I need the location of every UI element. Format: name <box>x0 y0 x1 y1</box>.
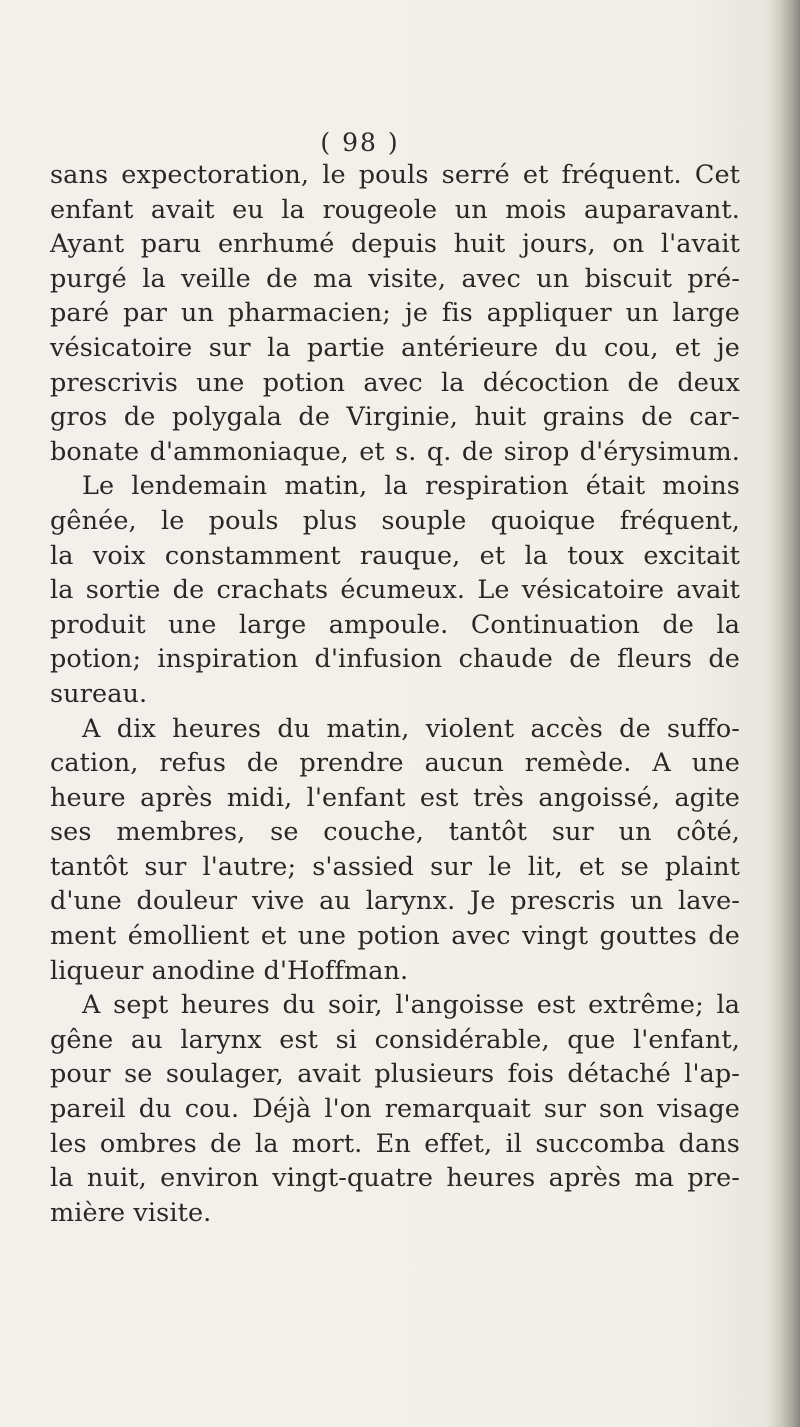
text-line: d'une douleur vive au larynx. Je prescris un lave- <box>50 886 740 917</box>
text-line: produit une large ampoule. Continuation de la <box>50 609 740 640</box>
text-line: bonate d'ammoniaque, et s. q. de sirop d'érysimum. <box>50 436 740 467</box>
text-line: mière visite. <box>50 1197 212 1228</box>
text-line: sureau. <box>50 678 148 709</box>
text-line: A sept heures du soir, l'angoisse est extrême; la <box>82 990 740 1021</box>
text-line: ses membres, se couche, tantôt sur un côté, <box>50 817 740 848</box>
text-line: paré par un pharmacien; je fis appliquer un large <box>50 298 740 329</box>
text-line: liqueur anodine d'Hoffman. <box>50 955 409 986</box>
text-line: potion; inspiration d'infusion chaude de fleurs de <box>50 644 740 675</box>
text-line: enfant avait eu la rougeole un mois auparavant. <box>50 194 740 225</box>
text-line: Le lendemain matin, la respiration était moins <box>82 471 740 502</box>
text-line: heure après midi, l'enfant est très angoissé, agite <box>50 782 740 813</box>
text-line: A dix heures du matin, violent accès de suffo- <box>82 713 740 744</box>
text-line: les ombres de la mort. En effet, il succomba dans <box>50 1128 740 1159</box>
text-line: la nuit, environ vingt-quatre heures après ma pre- <box>50 1163 740 1194</box>
text-line: la voix constamment rauque, et la toux excitait <box>50 540 740 571</box>
text-line: ment émollient et une potion avec vingt gouttes de <box>50 921 740 952</box>
text-line: pour se soulager, avait plusieurs fois détaché l'ap- <box>50 1059 740 1090</box>
text-line: tantôt sur l'autre; s'assied sur le lit, et se plaint <box>50 851 740 882</box>
text-line: Ayant paru enrhumé depuis huit jours, on l'avait <box>50 229 740 260</box>
text-line: gêne au larynx est si considérable, que l'enfant, <box>50 1024 740 1055</box>
text-line: gênée, le pouls plus souple quoique fréquent, <box>50 505 740 536</box>
page-edge-shadow <box>768 0 800 1427</box>
text-line: prescrivis une potion avec la décoction de deux <box>50 367 740 398</box>
page-number: ( 98 ) <box>320 128 400 157</box>
text-line: pareil du cou. Déjà l'on remarquait sur son visage <box>50 1094 740 1125</box>
text-line: purgé la veille de ma visite, avec un biscuit pré- <box>50 263 740 294</box>
text-line: vésicatoire sur la partie antérieure du cou, et je <box>50 332 740 363</box>
text-line: sans expectoration, le pouls serré et fréquent. Cet <box>50 160 740 190</box>
text-line: gros de polygala de Virginie, huit grains de car- <box>50 402 740 433</box>
text-line: cation, refus de prendre aucun remède. A une <box>50 748 740 779</box>
body-text <box>50 158 740 1230</box>
text-line: la sortie de crachats écumeux. Le vésicatoire avait <box>50 575 740 606</box>
